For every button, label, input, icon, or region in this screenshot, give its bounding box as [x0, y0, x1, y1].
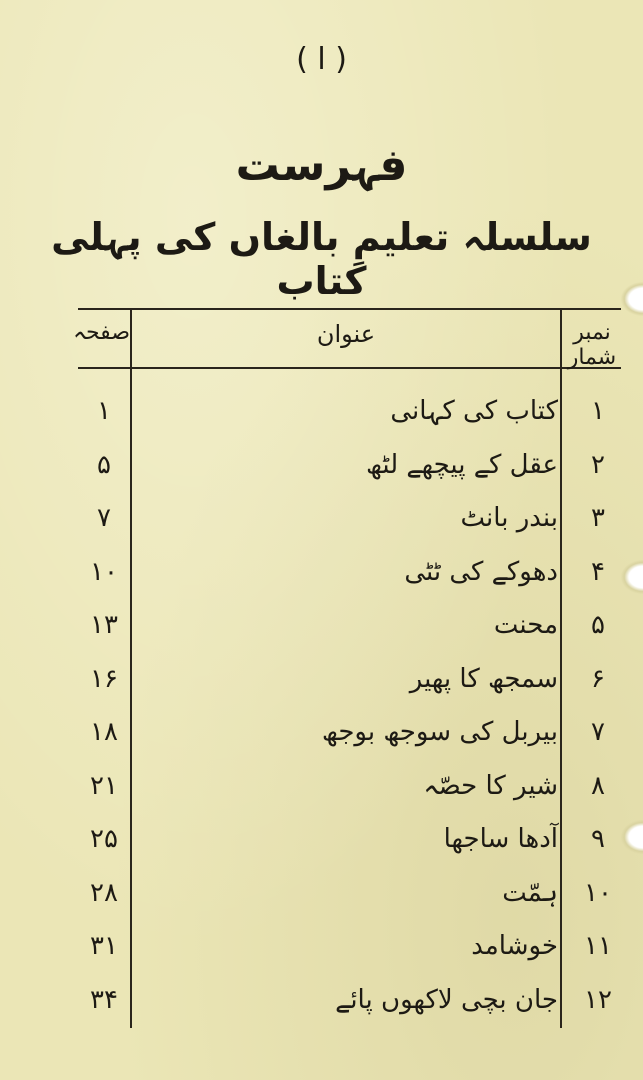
- row-page-number: ۲۵: [90, 824, 118, 854]
- row-number: ۱۱: [584, 931, 612, 961]
- page-tear-mark: [621, 282, 643, 316]
- table-row: [78, 439, 621, 491]
- row-page-number: ۲۱: [90, 770, 118, 801]
- row-title: آدھا ساجھا: [443, 824, 558, 854]
- row-number: ۱۲: [584, 984, 612, 1015]
- column-header-title: عنوان: [316, 320, 376, 348]
- table-row: [78, 653, 621, 705]
- table-row: [78, 760, 621, 812]
- page-tear-mark: [621, 820, 643, 854]
- table-row: [78, 920, 621, 972]
- column-header-number: نمبر شمار: [567, 320, 617, 370]
- row-page-number: ۵: [97, 449, 111, 480]
- row-title: خوشامد: [471, 931, 558, 961]
- row-number: ۶: [591, 663, 605, 694]
- row-page-number: ۷: [97, 503, 111, 533]
- table-header-rule: [78, 367, 621, 369]
- table-top-rule: [78, 308, 621, 310]
- row-page-number: ۱۳: [90, 610, 118, 640]
- row-page-number: ۲۸: [90, 877, 118, 908]
- row-title: بیربل کی سوجھ بوجھ: [321, 717, 558, 747]
- row-number: ۱۰: [584, 877, 612, 908]
- table-row: [78, 599, 621, 651]
- row-number: ۴: [591, 556, 605, 587]
- row-page-number: ۱۶: [90, 663, 118, 694]
- column-header-page: صفحہ: [73, 320, 130, 345]
- row-number: ۷: [591, 717, 605, 747]
- row-title: بندر بانٹ: [460, 503, 558, 533]
- row-title: شیر کا حصّہ: [423, 770, 558, 801]
- table-row: [78, 974, 621, 1026]
- row-number: ۵: [591, 610, 605, 640]
- row-title: عقل کے پیچھے لٹھ: [365, 449, 558, 480]
- row-page-number: ۳۱: [90, 931, 118, 961]
- row-page-number: ۱۰: [90, 556, 118, 587]
- page-title: فہرست: [235, 140, 408, 191]
- table-row: [78, 546, 621, 598]
- table-row: [78, 706, 621, 758]
- row-page-number: ۳۴: [90, 984, 118, 1015]
- row-number: ۹: [591, 824, 605, 854]
- row-title: دھوکے کی ٹٹی: [404, 556, 558, 587]
- table-row: [78, 492, 621, 544]
- table-row: [78, 867, 621, 919]
- row-page-number: ۱: [97, 396, 111, 426]
- page-marker: ( ا ): [296, 42, 347, 77]
- page-tear-mark: [621, 560, 643, 594]
- row-title: جان بچی لاکھوں پائے: [335, 984, 558, 1015]
- table-row: [78, 385, 621, 437]
- row-number: ۳: [591, 503, 605, 533]
- row-title: محنت: [493, 610, 558, 640]
- row-number: ۱: [591, 396, 605, 426]
- row-title: ہمّت: [502, 877, 558, 908]
- table-row: [78, 813, 621, 865]
- row-number: ۲: [591, 449, 605, 480]
- row-number: ۸: [591, 770, 605, 801]
- row-title: سمجھ کا پھیر: [409, 663, 558, 694]
- row-title: کتاب کی کہانی: [390, 396, 558, 426]
- page-subtitle: سلسلہ تعلیمِ بالغاں کی پہلی کتاب: [51, 215, 592, 303]
- row-page-number: ۱۸: [90, 717, 118, 747]
